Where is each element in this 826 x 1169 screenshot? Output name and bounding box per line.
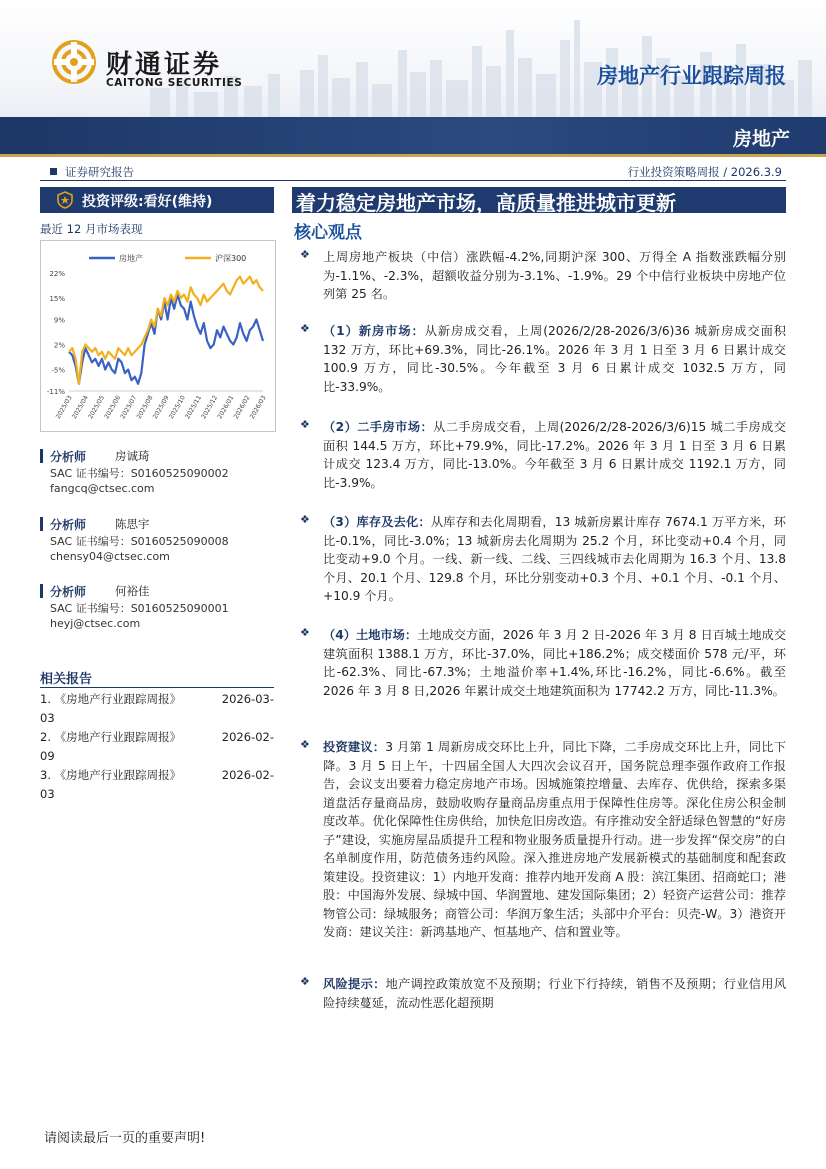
- x-tick-label: 2025/06: [103, 394, 123, 421]
- square-bullet-icon: [50, 168, 57, 175]
- analyst-card: [40, 448, 274, 500]
- analyst-sac: SAC 证书编号：S0160525090001: [50, 602, 229, 615]
- x-tick-label: 2025/07: [119, 394, 139, 421]
- analyst-email[interactable]: chensy04@ctsec.com: [50, 550, 170, 563]
- x-tick-label: 2026/01: [216, 394, 236, 421]
- legend-label: 沪深300: [215, 254, 247, 263]
- caitong-logo-icon: [52, 40, 96, 84]
- x-tick-label: 2025/09: [151, 394, 171, 421]
- performance-chart: [40, 240, 276, 432]
- research-report-label: 证券研究报告: [50, 164, 134, 180]
- analyst-card: [40, 516, 274, 568]
- x-tick-label: 2025/10: [167, 394, 187, 421]
- y-tick-label: -11%: [46, 388, 65, 396]
- analyst-name: 陈思宇: [115, 517, 150, 531]
- report-type-date: 行业投资策略周报 / 2026.3.9: [627, 165, 782, 179]
- market-performance-label: 最近 12 月市场表现: [40, 222, 143, 236]
- sector-band: [0, 117, 826, 154]
- diamond-bullet-icon: ❖: [300, 975, 310, 988]
- disclaimer-notice: 请阅读最后一页的重要声明!: [44, 1131, 206, 1146]
- x-tick-label: 2025/12: [200, 394, 220, 421]
- analyst-role: 分析师: [50, 450, 87, 464]
- analyst-email[interactable]: heyj@ctsec.com: [50, 617, 141, 630]
- analyst-bar: [40, 517, 43, 531]
- y-tick-label: 22%: [49, 270, 65, 278]
- y-tick-label: 9%: [53, 316, 65, 325]
- y-tick-label: 2%: [53, 341, 65, 350]
- core-views-title: 核心观点: [294, 223, 362, 243]
- band-accent-line: [0, 154, 826, 157]
- related-report-link[interactable]: 2026-02- 3. 《房地产行业跟踪周报》 03: [40, 768, 274, 801]
- analyst-sac: SAC 证书编号：S0160525090008: [50, 535, 229, 548]
- diamond-bullet-icon: ❖: [300, 322, 310, 335]
- diamond-bullet-icon: ❖: [300, 418, 310, 431]
- related-reports-title: 相关报告: [40, 672, 93, 687]
- analyst-role: 分析师: [50, 518, 87, 532]
- related-report-link[interactable]: 2026-03- 1. 《房地产行业跟踪周报》 03: [40, 692, 274, 725]
- analyst-card: [40, 583, 274, 635]
- related-reports-divider: [40, 687, 274, 688]
- analyst-bar: [40, 449, 43, 463]
- analyst-bar: [40, 584, 43, 598]
- analyst-name: 房诚琦: [115, 449, 150, 463]
- headline-banner: [292, 187, 786, 213]
- x-tick-label: 2025/08: [135, 394, 155, 421]
- performance-chart-svg: [41, 241, 275, 431]
- shield-star-icon: [57, 191, 73, 209]
- x-tick-label: 2026/02: [232, 394, 252, 421]
- analyst-role: 分析师: [50, 585, 87, 599]
- analyst-email[interactable]: fangcq@ctsec.com: [50, 482, 155, 495]
- y-tick-label: 15%: [49, 295, 65, 304]
- logo-english-name: CAITONG SECURITIES: [106, 77, 243, 89]
- series-line: [69, 295, 263, 384]
- diamond-bullet-icon: ❖: [300, 248, 310, 261]
- x-tick-label: 2026/03: [248, 394, 268, 421]
- header-divider: [40, 180, 786, 181]
- x-tick-label: 2025/04: [70, 394, 90, 421]
- diamond-bullet-icon: ❖: [300, 513, 310, 526]
- report-series-title: 房地产行业跟踪周报: [597, 64, 786, 88]
- x-tick-label: 2025/11: [184, 394, 204, 421]
- x-tick-label: 2025/05: [87, 394, 107, 421]
- analyst-sac: SAC 证书编号：S0160525090002: [50, 467, 229, 480]
- sector-label: 房地产: [732, 128, 790, 150]
- rating-text: 投资评级:看好(维持): [82, 194, 213, 210]
- diamond-bullet-icon: ❖: [300, 626, 310, 639]
- legend-label: 房地产: [119, 254, 143, 263]
- rating-box: [40, 187, 274, 213]
- x-tick-label: 2025/03: [54, 394, 74, 421]
- related-report-link[interactable]: 2026-02- 2. 《房地产行业跟踪周报》 09: [40, 730, 274, 763]
- logo-chinese-name: 财通证券: [106, 50, 223, 80]
- y-tick-label: -5%: [51, 366, 65, 375]
- analyst-name: 何裕佳: [115, 584, 150, 598]
- series-line: [69, 277, 263, 384]
- diamond-bullet-icon: ❖: [300, 738, 310, 751]
- headline-text: 着力稳定房地产市场，高质量推进城市更新: [296, 191, 676, 215]
